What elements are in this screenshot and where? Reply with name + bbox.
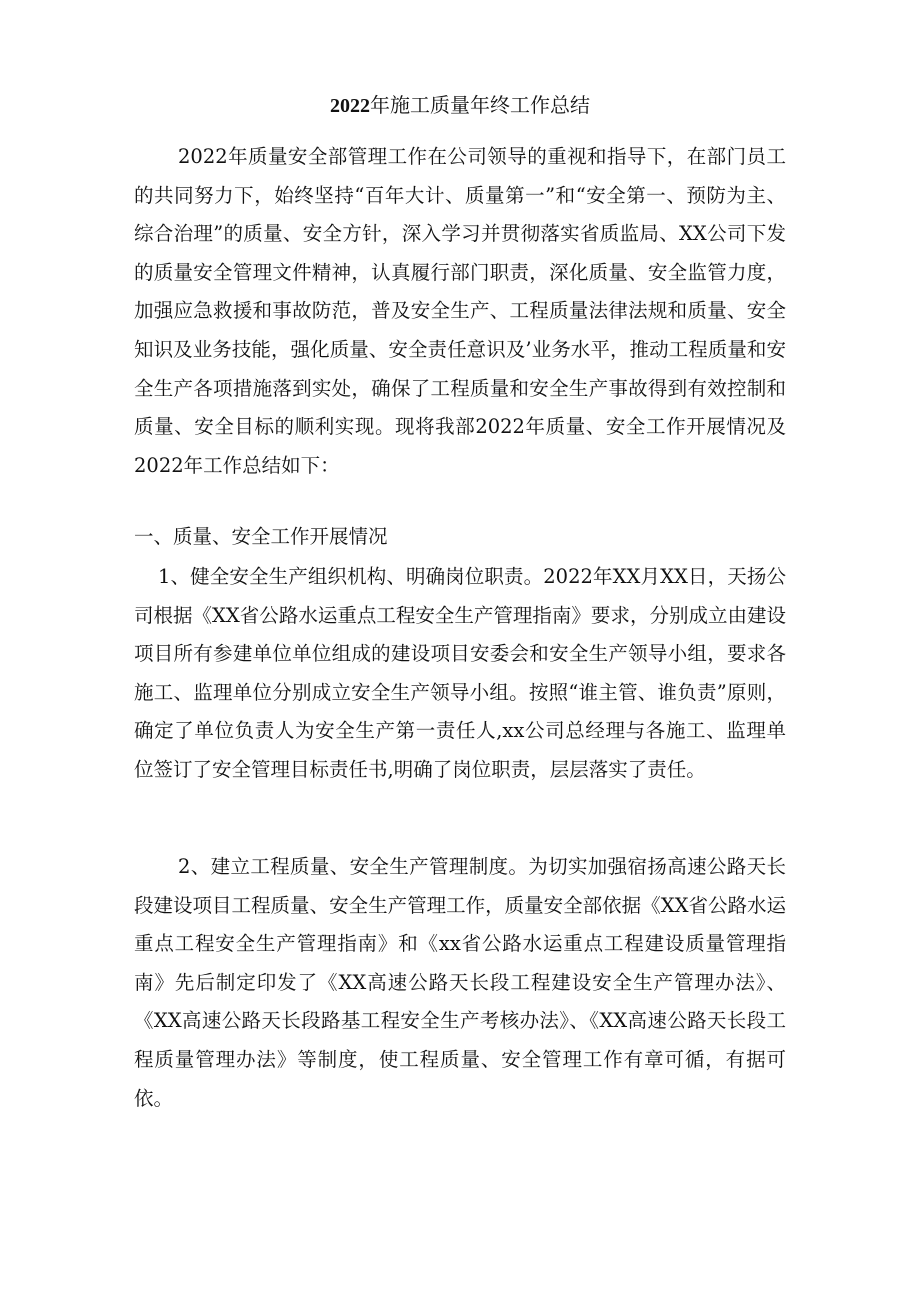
- section-heading: 一、质量、安全工作开展情况: [134, 525, 388, 548]
- document-title: [0, 92, 920, 119]
- item-1-paragraph: 1、健全安全生产组织机构、明确岗位职责。2022年XX月XX日，天扬公司根据《XX省公路水运重点工程安全生产管理指南》要求，分别成立由建设项目所有参建单位单位组成的建设项目安委会和安全生产领导小组，要求各施工、监理单位分别成立安全生产领导小组。按照“谁主管、谁负责”原则，确定了单位负责人为安全生产第一责任人,xx公司总经理与各施工、监理单位签订了安全管理目标责任书,明确了岗位职责，层层落实了责任。: [134, 565, 786, 781]
- title-year: 2022: [330, 95, 370, 117]
- intro-paragraph: 2022年质量安全部管理工作在公司领导的重视和指导下，在部门员工的共同努力下，始终坚持“百年大计、质量第一”和“安全第一、预防为主、综合治理”的质量、安全方针，深入学习并贯彻落实省质监局、XX公司下发的质量安全管理文件精神，认真履行部门职责，深化质量、安全监管力度，加强应急救援和事故防范，普及安全生产、工程质量法律法规和质量、安全知识及业务技能，强化质量、安全责任意识及’业务水平，推动工程质量和安全生产各项措施落到实处，确保了工程质量和安全生产事故得到有效控制和质量、安全目标的顺利实现。现将我部2022年质量、安全工作开展情况及2022年工作总结如下：: [134, 145, 786, 477]
- item-2-paragraph: 2、建立工程质量、安全生产管理制度。为切实加强宿扬高速公路天长段建设项目工程质量、安全生产管理工作，质量安全部依据《XX省公路水运重点工程安全生产管理指南》和《xx省公路水运重点工程建设质量管理指南》先后制定印发了《XX高速公路天长段工程建设安全生产管理办法》、《XX高速公路天长段路基工程安全生产考核办法》、《XX高速公路天长段工程质量管理办法》等制度，使工程质量、安全管理工作有章可循，有据可依。: [134, 855, 786, 1110]
- title-text: 年施工质量年终工作总结: [370, 93, 590, 117]
